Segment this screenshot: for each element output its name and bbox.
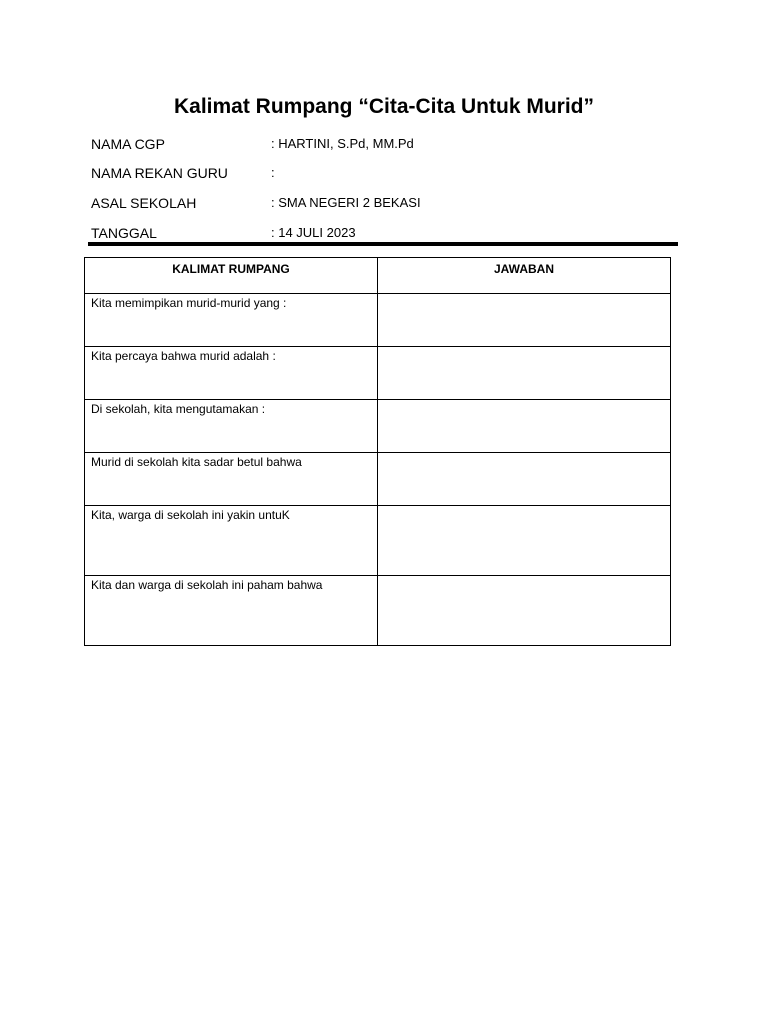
answer-table bbox=[84, 257, 671, 646]
prompt-cell: Kita, warga di sekolah ini yakin untuK bbox=[85, 506, 378, 576]
table-row bbox=[85, 347, 671, 400]
info-label: NAMA REKAN GURU bbox=[91, 165, 228, 181]
answer-cell[interactable] bbox=[378, 506, 671, 576]
info-label: TANGGAL bbox=[91, 225, 157, 241]
table-row bbox=[85, 576, 671, 646]
header-divider bbox=[88, 242, 678, 246]
page-title: Kalimat Rumpang “Cita-Cita Untuk Murid” bbox=[173, 95, 594, 118]
info-value: : 14 JULI 2023 bbox=[271, 225, 356, 240]
info-label: NAMA CGP bbox=[91, 136, 165, 152]
info-row-nama-cgp bbox=[91, 133, 681, 155]
prompt-cell: Murid di sekolah kita sadar betul bahwa bbox=[85, 453, 378, 506]
prompt-cell: Kita percaya bahwa murid adalah : bbox=[85, 347, 378, 400]
prompt-cell: Kita memimpikan murid-murid yang : bbox=[85, 294, 378, 347]
answer-cell[interactable] bbox=[378, 347, 671, 400]
column-header-jawaban: JAWABAN bbox=[378, 258, 671, 294]
table-row bbox=[85, 400, 671, 453]
info-label: ASAL SEKOLAH bbox=[91, 195, 197, 211]
table-row bbox=[85, 294, 671, 347]
prompt-cell: Kita dan warga di sekolah ini paham bahwa bbox=[85, 576, 378, 646]
prompt-cell: Di sekolah, kita mengutamakan : bbox=[85, 400, 378, 453]
info-row-nama-rekan-guru bbox=[91, 162, 681, 184]
column-header-kalimat-rumpang: KALIMAT RUMPANG bbox=[85, 258, 378, 294]
info-row-tanggal bbox=[91, 222, 681, 244]
info-value: : HARTINI, S.Pd, MM.Pd bbox=[271, 136, 414, 151]
table-header-row bbox=[85, 258, 671, 294]
info-value: : bbox=[271, 165, 275, 180]
answer-cell[interactable] bbox=[378, 294, 671, 347]
info-row-asal-sekolah bbox=[91, 192, 681, 214]
table-row bbox=[85, 453, 671, 506]
answer-cell[interactable] bbox=[378, 576, 671, 646]
answer-cell[interactable] bbox=[378, 400, 671, 453]
info-value: : SMA NEGERI 2 BEKASI bbox=[271, 195, 421, 210]
table-row bbox=[85, 506, 671, 576]
answer-cell[interactable] bbox=[378, 453, 671, 506]
